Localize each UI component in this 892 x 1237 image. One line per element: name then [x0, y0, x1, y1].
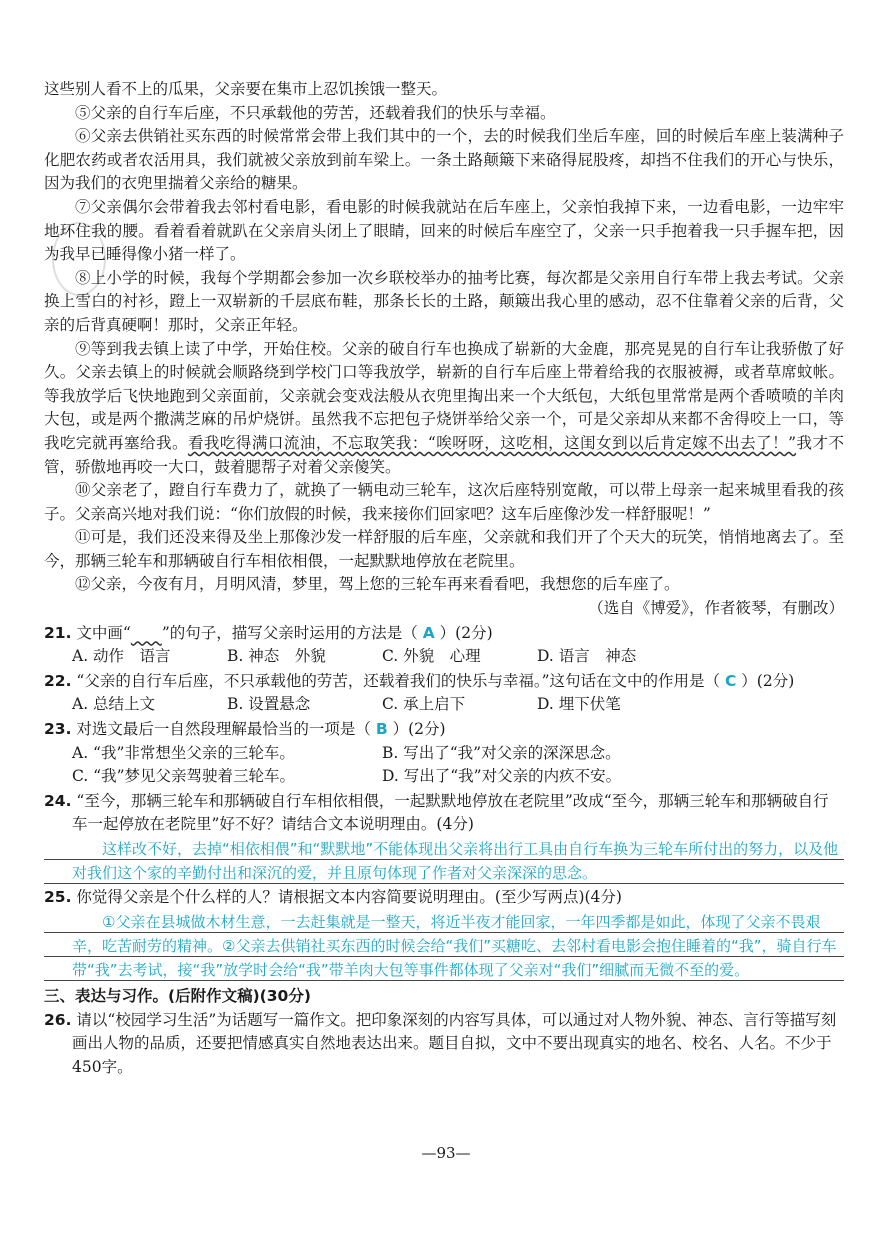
question-23: 23. 对选文最后一自然段理解最恰当的一项是（ B ）(2分) [44, 720, 446, 739]
option: D. 写出了“我”对父亲的内疚不安。 [382, 767, 622, 786]
question-26: 26. 请以“校园学习生活”为话题写一篇作文。把印象深刻的内容写具体，可以通过对人物外貌、神态、言行等描写刻画出人物的品质，还要把情感真实自然地表达出来。题目自拟，文中不要出现真实的地名、校名、人名。不少于450字。 [44, 1010, 837, 1076]
question-22: 22. “父亲的自行车后座，不只承载他的劳苦，还载着我们的快乐与幸福。”这句话在文中的作用是（ C ）(2分) [44, 671, 795, 690]
question-24: 24. “至今，那辆三轮车和那辆破自行车相依相偎，一起默默地停放在老院里”改成“至今，那辆三轮车和那辆破自行车一起停放在老院里”好不好？请结合文本说明理由。(4分) [44, 791, 829, 834]
answer-mark: C [724, 671, 737, 690]
option: B. 设置悬念 [227, 695, 311, 714]
option: A. 总结上文 [72, 695, 156, 714]
answer-mark: B [375, 720, 388, 739]
option: C. 外貌 心理 [382, 647, 481, 666]
question-25: 25. 你觉得父亲是个什么样的人？请根据文本内容简要说明理由。(至少写两点)(4分) [44, 888, 622, 906]
options-21 [44, 645, 844, 669]
passage-paragraph: 这些别人看不上的瓜果，父亲要在集市上忍饥挨饿一整天。 [44, 80, 448, 98]
options-23 [44, 742, 844, 766]
page-number: —93— [421, 1144, 471, 1162]
passage-paragraph-9: ⑨等到我去镇上读了中学，开始住校。父亲的破自行车也换成了崭新的大金鹿，那亮晃晃的自行车让我骄傲了好久。父亲去镇上的时候就会顺路绕到学校门口等我放学，崭新的自行车后座上带着给我的衣服被褥，或者草席蚊帐。等我放学后飞快地跑到父亲面前，父亲就会变戏法般从衣兜里掏出来一个大纸包，大纸包里常常是两个香喷喷的羊肉大包，或是两个撒满芝麻的吊炉烧饼。虽然我不忘把包子烧饼举给父亲一个，可是父亲却从来都不舍得咬上一口，等我吃完就再塞给我。看我吃得满口流油，不忘取笑我：“唉呀呀，这吃相，这闺女到以后肯定嫁不出去了！”我才不管，骄傲地再咬一大口，鼓着腮帮子对着父亲傻笑。 [44, 339, 844, 476]
answer-24: 这样改不好，去掉“相依相偎”和“默默地”不能体现出父亲将出行工具由自行车换为三轮车所付出的努力，以及他对我们这个家的辛勤付出和深沉的爱，并且原句体现了作者对父亲深深的思念。 [44, 837, 844, 885]
wavy-underlined-sentence: 看我吃得满口流油，不忘取笑我：“唉呀呀，这吃相，这闺女到以后肯定嫁不出去了！” [187, 433, 796, 452]
passage-paragraph: ⑤父亲的自行车后座，不只承载他的劳苦，还载着我们的快乐与幸福。 [75, 103, 556, 122]
option: A. “我”非常想坐父亲的三轮车。 [72, 743, 295, 762]
source-citation: （选自《博爱》，作者筱琴，有删改） [588, 599, 844, 618]
passage-paragraph: ⑥父亲去供销社买东西的时候常常会带上我们其中的一个，去的时候我们坐后车座，回的时候后车座上装满种子化肥农药或者农活用具，我们就被父亲放到前车梁上。一条土路颠簸下来硌得屁股疼，却挡不住我们的开心与快乐，因为我们的衣兜里揣着父亲给的糖果。 [44, 127, 844, 193]
options-22 [44, 693, 844, 717]
option: D. 语言 神态 [537, 647, 637, 666]
section-heading: 三、表达与习作。(后附作文稿)(30分) [44, 986, 311, 1005]
passage-paragraph: ⑧上小学的时候，我每个学期都会参加一次乡联校举办的抽考比赛，每次都是父亲用自行车带上我去考试。父亲换上雪白的衬衫，蹬上一双崭新的千层底布鞋，那条长长的土路，颠簸出我心里的感动，忍不住靠着父亲的后背，父亲的后背真硬啊！那时，父亲正年轻。 [44, 268, 844, 334]
option: C. 承上启下 [382, 695, 466, 714]
passage-paragraph: ⑩父亲老了，蹬自行车费力了，就换了一辆电动三轮车，这次后座特别宽敞，可以带上母亲一起来城里看我的孩子。父亲高兴地对我们说：“你们放假的时候，我来接你们回家吧？这车后座像沙发一样舒服呢！” [44, 481, 844, 523]
question-21: 21. 文中画“ ”的句子，描写父亲时运用的方法是（ A ）(2分) [44, 623, 493, 642]
answer-25: ①父亲在县城做木材生意，一去赶集就是一整天，将近半夜才能回家，一年四季都是如此，体现了父亲不畏艰辛，吃苦耐劳的精神。②父亲去供销社买东西的时候会给“我们”买糖吃、去邻村看电影会抱住睡着的“我”，骑自行车带“我”去考试，接“我”放学时会给“我”带羊肉大包等事件都体现了父亲对“我们”细腻而无微不至的爱。 [44, 910, 844, 982]
option: D. 埋下伏笔 [537, 695, 621, 714]
passage-paragraph: ⑦父亲偶尔会带着我去邻村看电影，看电影的时候我就站在后车座上，父亲怕我掉下来，一边看电影，一边牢牢地环住我的腰。看着看着就趴在父亲肩头闭上了眼睛，回来的时候后车座空了，父亲一只手抱着我一只手握车把，因为我早已睡得像小猪一样了。 [44, 197, 844, 264]
wavy-mark-sample [131, 624, 162, 642]
passage-paragraph: ⑪可是，我们还没来得及坐上那像沙发一样舒服的后车座，父亲就和我们开了个天大的玩笑，悄悄地离去了。至今，那辆三轮车和那辆破自行车相依相偎，一起默默地停放在老院里。 [44, 528, 844, 570]
options-23b [44, 765, 844, 789]
option: A. 动作 语言 [72, 647, 171, 666]
option: B. 神态 外貌 [227, 647, 326, 666]
answer-mark: A [422, 623, 435, 642]
passage-paragraph: ⑫父亲，今夜有月，月明风清，梦里，驾上您的三轮车再来看看吧，我想您的后车座了。 [75, 575, 680, 594]
option: C. “我”梦见父亲驾驶着三轮车。 [72, 767, 296, 786]
option: B. 写出了“我”对父亲的深深思念。 [382, 743, 621, 762]
page-content [44, 78, 844, 1079]
